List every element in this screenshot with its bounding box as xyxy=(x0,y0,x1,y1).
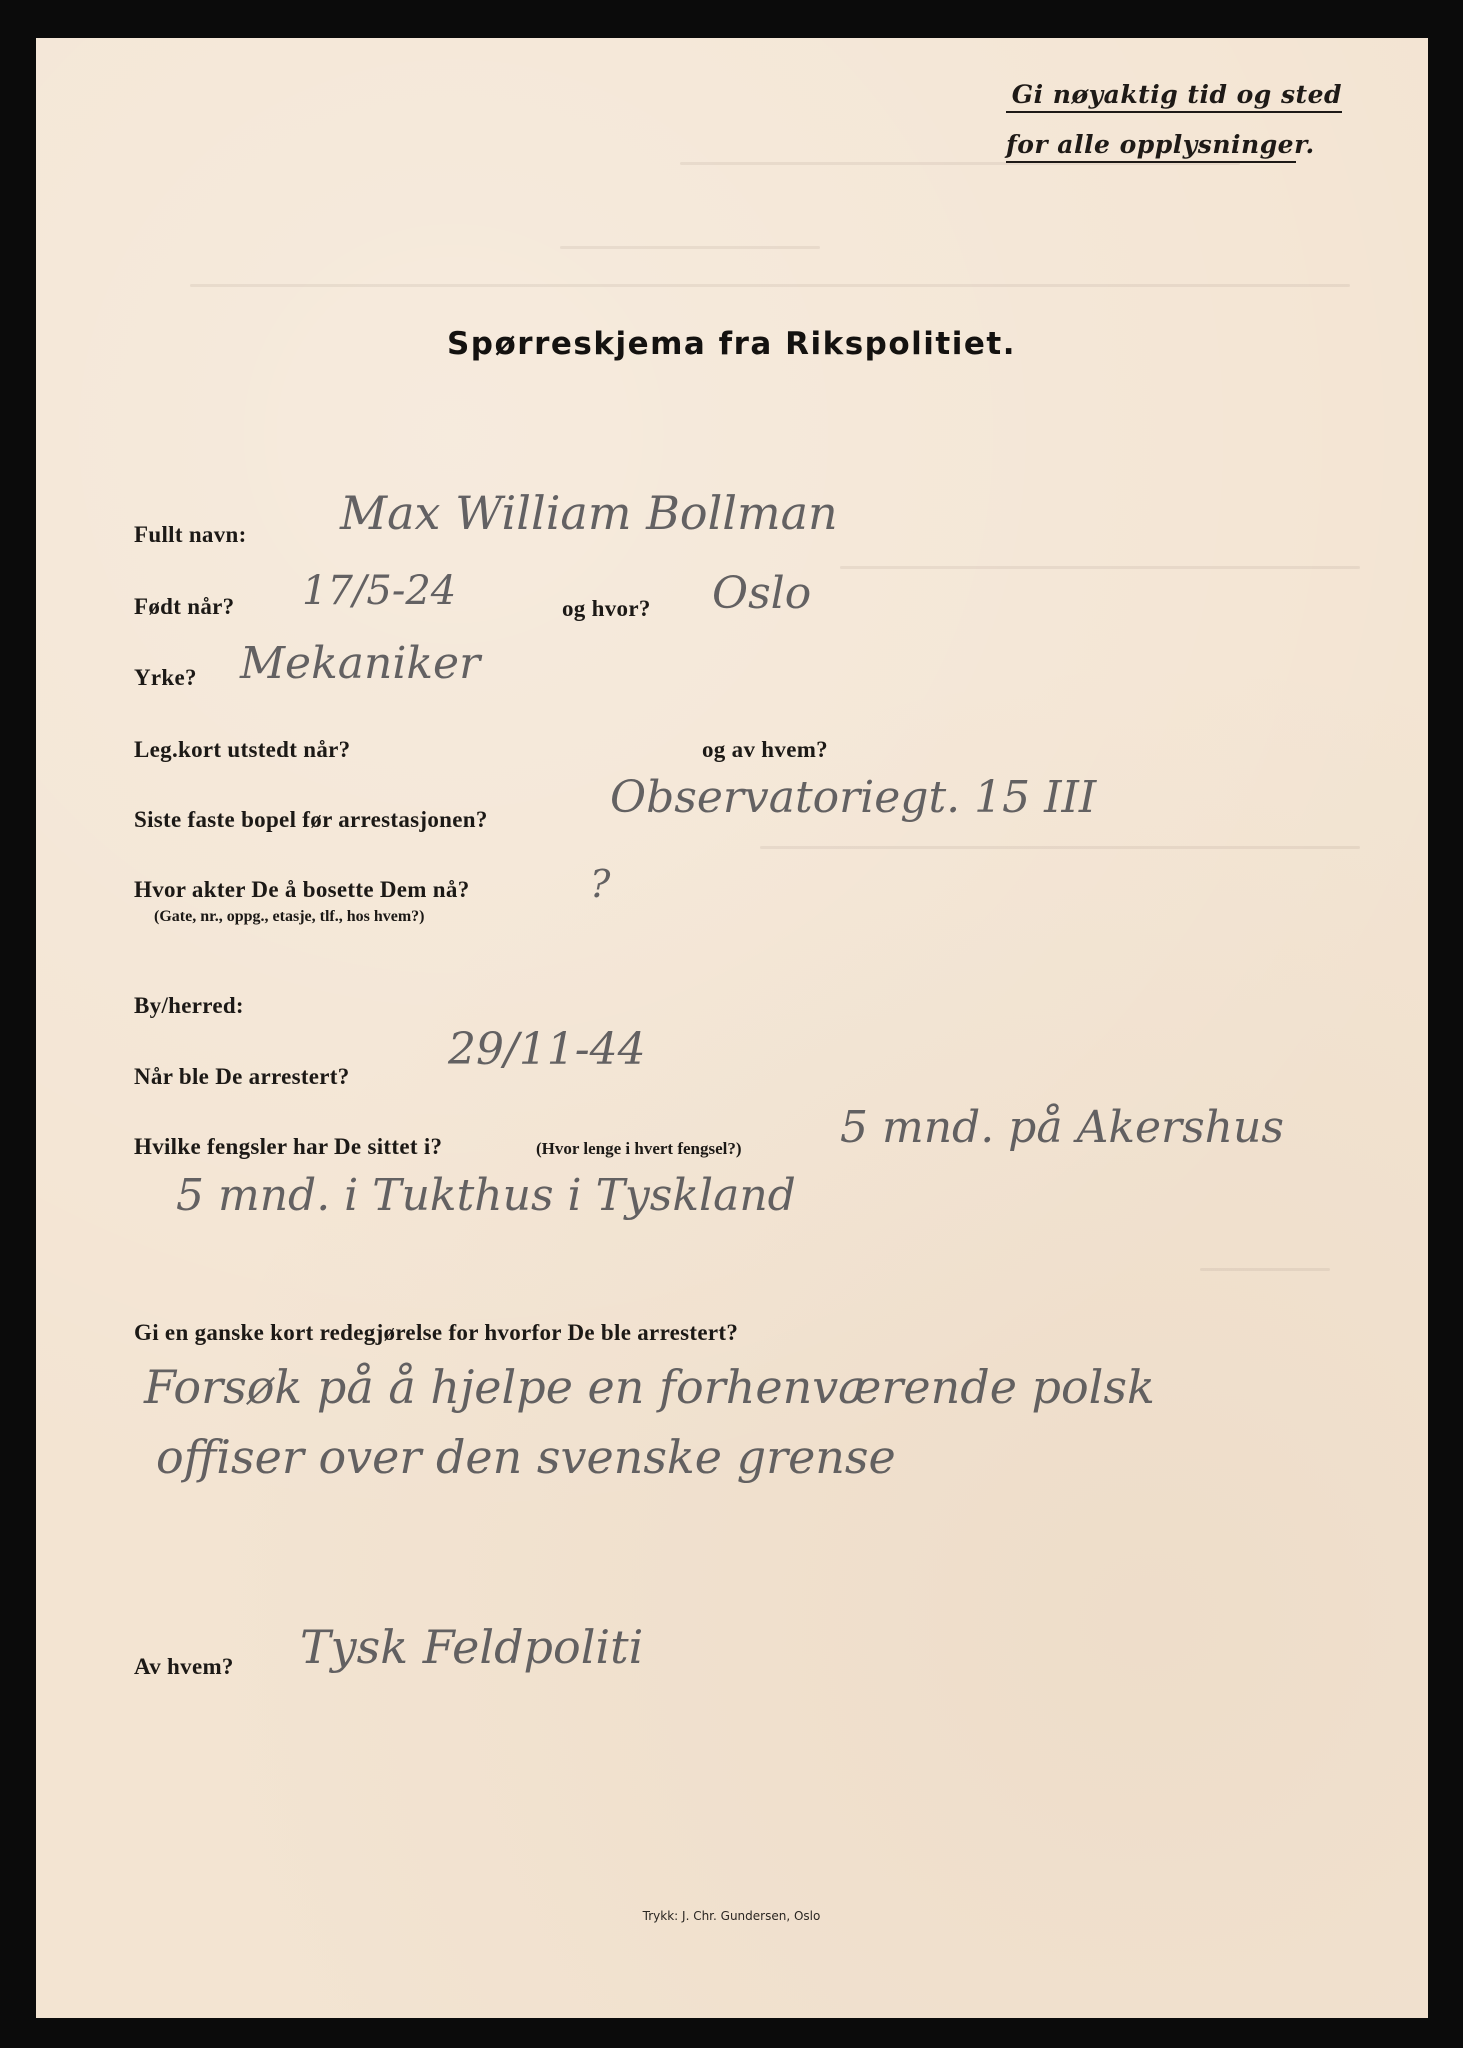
prisons-label: Hvilke fengsler har De sittet i? xyxy=(134,1134,443,1159)
born-where-label: og hvor? xyxy=(562,596,651,621)
name-value: Max William Bollman xyxy=(340,486,838,540)
prisons-value-line-2: 5 mnd. i Tukthus i Tyskland xyxy=(176,1170,796,1221)
arrested-when-label: Når ble De arrestert? xyxy=(134,1064,350,1089)
idcard-when-label: Leg.kort utstedt når? xyxy=(134,737,351,762)
born-where-value: Oslo xyxy=(712,568,812,619)
printer-imprint: Trykk: J. Chr. Gundersen, Oslo xyxy=(642,1909,821,1923)
prisons-value-line-1: 5 mnd. på Akershus xyxy=(840,1102,1284,1153)
idcard-by-label: og av hvem? xyxy=(702,737,828,762)
notice-line-1: Gi nøyaktig tid og sted xyxy=(1006,80,1342,113)
reason-value-line-2: offiser over den svenske grense xyxy=(156,1430,896,1484)
last-address-label: Siste faste bopel før arrestasjonen? xyxy=(134,807,488,832)
settle-hint: (Gate, nr., oppg., etasje, tlf., hos hvem?) xyxy=(154,908,425,925)
prisons-hint: (Hvor lenge i hvert fengsel?) xyxy=(536,1139,742,1158)
by-whom-value: Tysk Feldpoliti xyxy=(300,1620,644,1674)
born-when-value: 17/5-24 xyxy=(302,568,457,614)
bleed-through-line xyxy=(190,284,1350,287)
form-title: Spørreskjema fra Rikspolitiet. xyxy=(446,326,1016,362)
last-address-value: Observatoriegt. 15 III xyxy=(610,772,1097,823)
bleed-through-line xyxy=(560,246,820,249)
reason-value-line-1: Forsøk på å hjelpe en forhenværende polsk xyxy=(144,1360,1155,1414)
born-when-label: Født når? xyxy=(134,594,235,619)
by-whom-label: Av hvem? xyxy=(134,1654,234,1679)
occupation-value: Mekaniker xyxy=(240,638,481,689)
reason-label: Gi en ganske kort redegjørelse for hvorfor De ble arrestert? xyxy=(134,1320,739,1345)
bleed-through-line xyxy=(760,846,1360,849)
settle-label: Hvor akter De å bosette Dem nå? xyxy=(134,877,470,902)
settle-value: ? xyxy=(590,862,611,906)
occupation-label: Yrke? xyxy=(134,665,197,690)
bleed-through-line xyxy=(840,566,1360,569)
bleed-through-line xyxy=(1200,1268,1330,1271)
municipality-label: By/herred: xyxy=(134,993,244,1018)
arrested-when-value: 29/11-44 xyxy=(448,1024,646,1075)
name-label: Fullt navn: xyxy=(134,522,247,547)
notice-line-2: for alle opplysninger. xyxy=(1006,130,1296,163)
